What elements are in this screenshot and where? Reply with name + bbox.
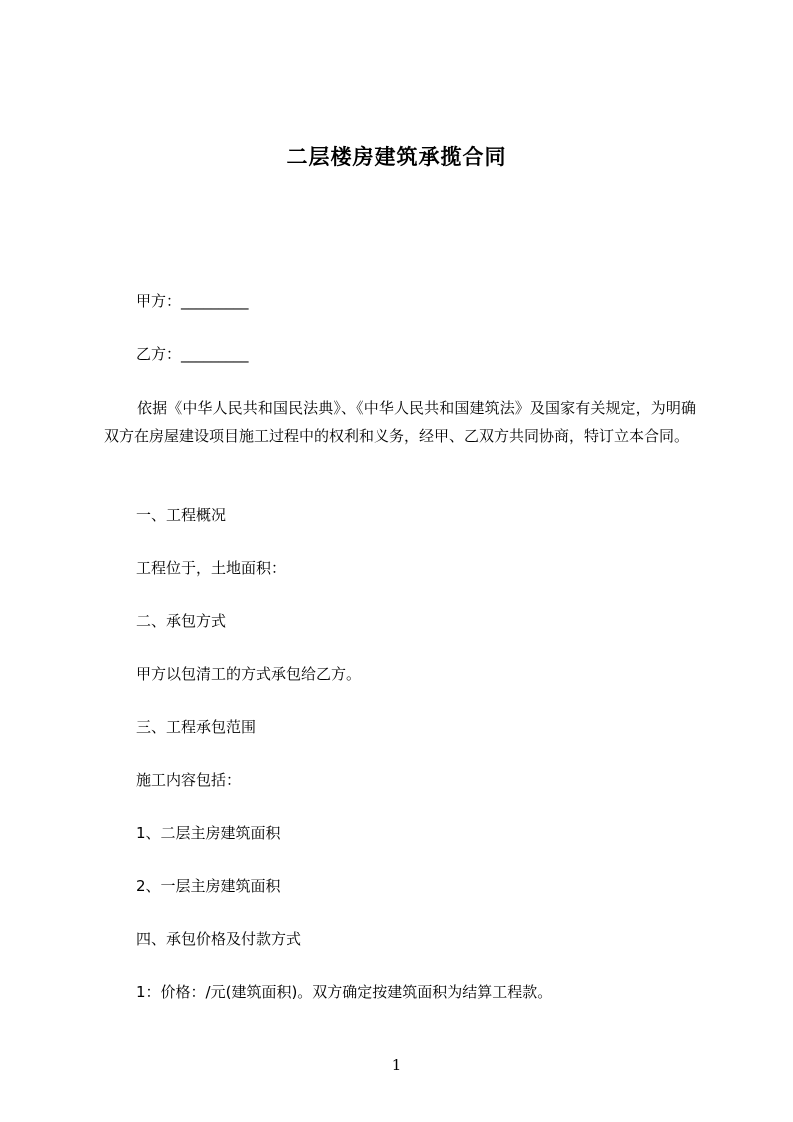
paragraph-location: 工程位于，土地面积：	[136, 559, 287, 577]
contract-title: 二层楼房建筑承揽合同	[286, 145, 507, 169]
list-item-price: 1：价格：/元(建筑面积)。双方确定按建筑面积为结算工程款。	[136, 983, 553, 1001]
party-b-line: 乙方：_________	[136, 345, 249, 363]
section-heading-scope: 三、工程承包范围	[136, 718, 257, 736]
paragraph-scope-intro: 施工内容包括：	[136, 771, 242, 789]
party-a-line: 甲方：_________	[136, 292, 249, 310]
list-item-first-floor-area: 2、一层主房建筑面积	[136, 877, 281, 895]
page-number: 1	[391, 1056, 402, 1074]
section-heading-overview: 一、工程概况	[136, 506, 227, 524]
section-heading-contract-method: 二、承包方式	[136, 612, 227, 630]
list-item-second-floor-area: 1、二层主房建筑面积	[136, 824, 281, 842]
section-heading-price-payment: 四、承包价格及付款方式	[136, 930, 302, 948]
paragraph-contract-method: 甲方以包清工的方式承包给乙方。	[136, 665, 362, 683]
preamble-paragraph: 依据《中华人民共和国民法典》、《中华人民共和国建筑法》及国家有关规定，为明确双方在房屋建设项目施工过程中的权利和义务，经甲、乙双方共同协商，特订立本合同。	[104, 399, 696, 445]
